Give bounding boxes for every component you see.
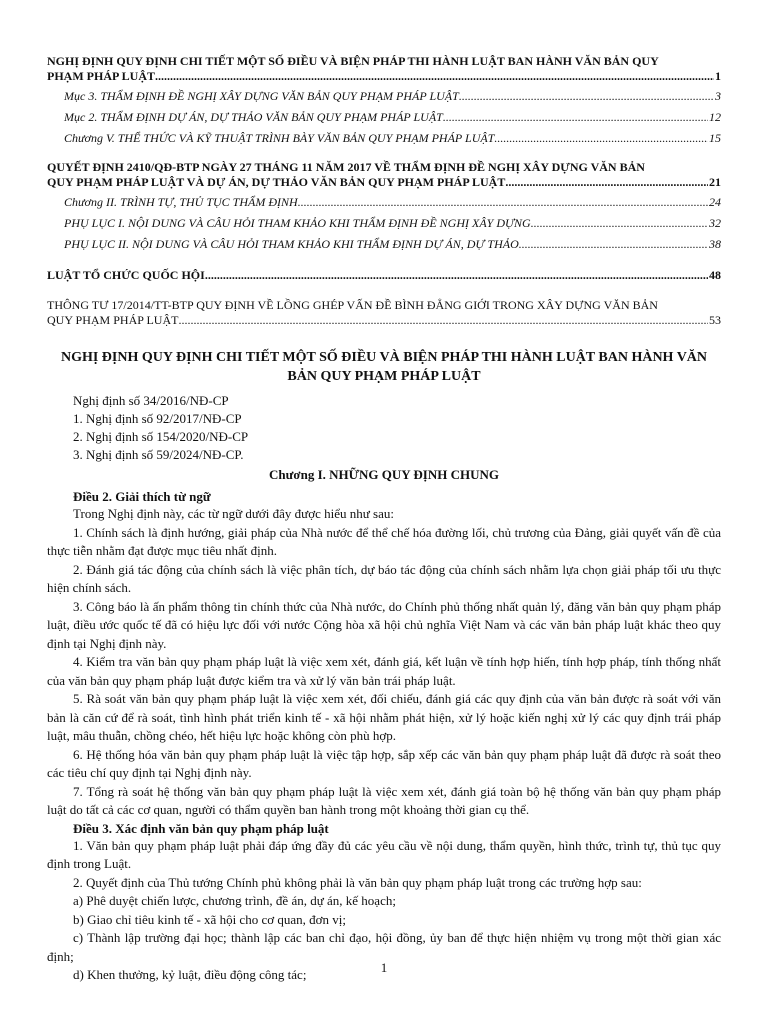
paragraph: c) Thành lập trường đại học; thành lập các ban chỉ đạo, hội đồng, ủy ban để thực hiện nhiệm vụ trong một thời gian xác định; bbox=[47, 930, 721, 964]
toc-leader bbox=[155, 69, 714, 84]
toc-entry-title: LUẬT TỔ CHỨC QUỐC HỘI bbox=[47, 268, 205, 282]
paragraph: 6. Hệ thống hóa văn bản quy phạm pháp luật là việc tập hợp, sắp xếp các văn bản quy phạm pháp luật đã được rà soát theo các tiêu chí quy định tại Nghị định này. bbox=[47, 746, 721, 780]
toc-entry[interactable] bbox=[47, 195, 721, 210]
toc-leader bbox=[459, 89, 714, 104]
amending-decree-list bbox=[47, 392, 721, 464]
paragraph: b) Giao chỉ tiêu kinh tế - xã hội cho cơ quan, đơn vị; bbox=[73, 911, 346, 927]
toc-leader bbox=[531, 216, 708, 231]
toc-entry[interactable] bbox=[47, 268, 721, 283]
paragraph: 4. Kiểm tra văn bản quy phạm pháp luật là việc xem xét, đánh giá, kết luận về tính hợp hiến, tính hợp pháp, tính thống nhất của văn bản quy phạm pháp luật được kiểm tra và xử lý văn bản trái pháp luật. bbox=[47, 654, 721, 688]
toc-entry-title: NGHỊ ĐỊNH QUY ĐỊNH CHI TIẾT MỘT SỐ ĐIỀU VÀ BIỆN PHÁP THI HÀNH LUẬT BAN HÀNH VĂN BẢN QUY bbox=[47, 54, 659, 68]
document-page bbox=[47, 54, 721, 985]
toc-page-number: 1 bbox=[715, 69, 721, 83]
toc-page-number: 3 bbox=[715, 89, 721, 103]
toc-entry[interactable] bbox=[47, 131, 721, 146]
chapter-heading: Chương I. NHỮNG QUY ĐỊNH CHUNG bbox=[269, 467, 499, 482]
toc-entry-title-cont: PHẠM PHÁP LUẬT bbox=[47, 69, 155, 83]
toc-entry[interactable] bbox=[47, 237, 721, 252]
toc-leader bbox=[443, 110, 708, 125]
decree-item: 1. Nghị định số 92/2017/NĐ-CP bbox=[73, 411, 242, 426]
decree-item: 2. Nghị định số 154/2020/NĐ-CP bbox=[73, 429, 249, 444]
toc-page-number: 53 bbox=[709, 313, 721, 327]
paragraph: d) Khen thưởng, kỷ luật, điều động công tác; bbox=[73, 967, 307, 982]
article-heading: Điều 3. Xác định văn bản quy phạm pháp luật bbox=[73, 820, 329, 836]
document-title: NGHỊ ĐỊNH QUY ĐỊNH CHI TIẾT MỘT SỐ ĐIỀU VÀ BIỆN PHÁP THI HÀNH LUẬT BAN HÀNH VĂN BẢN QUY PHẠM PHÁP LUẬT bbox=[60, 350, 708, 384]
toc-entry-title: Mục 3. THẨM ĐỊNH ĐỀ NGHỊ XÂY DỰNG VĂN BẢN QUY PHẠM PHÁP LUẬT bbox=[64, 89, 459, 103]
toc-page-number: 12 bbox=[709, 110, 721, 124]
toc-leader bbox=[494, 131, 708, 146]
decree-item: Nghị định số 34/2016/NĐ-CP bbox=[73, 393, 229, 408]
toc-page-number: 48 bbox=[709, 268, 721, 282]
toc-entry-title: QUYẾT ĐỊNH 2410/QĐ-BTP NGÀY 27 THÁNG 11 NĂM 2017 VỀ THẨM ĐỊNH ĐỀ NGHỊ XÂY DỰNG VĂN BẢN bbox=[47, 160, 645, 174]
toc-entry-title: Chương II. TRÌNH TỰ, THỦ TỤC THẨM ĐỊNH bbox=[64, 195, 298, 209]
toc-entry-title-cont: QUY PHẠM PHÁP LUẬT bbox=[47, 313, 179, 327]
toc-page-number: 38 bbox=[709, 237, 721, 251]
toc-entry[interactable] bbox=[47, 160, 721, 190]
toc-entry[interactable] bbox=[47, 216, 721, 231]
toc-leader bbox=[205, 268, 708, 283]
decree-item: 3. Nghị định số 59/2024/NĐ-CP. bbox=[73, 447, 244, 462]
toc-entry-title: Chương V. THỂ THỨC VÀ KỸ THUẬT TRÌNH BÀY VĂN BẢN QUY PHẠM PHÁP LUẬT bbox=[64, 131, 495, 145]
paragraph: 1. Chính sách là định hướng, giải pháp của Nhà nước để thể chế hóa đường lối, chủ trương của Đảng, giải quyết vấn đề của thực tiễn nhằm đạt được mục tiêu nhất định. bbox=[47, 524, 721, 558]
toc-entry[interactable] bbox=[47, 54, 721, 84]
toc-entry[interactable] bbox=[47, 110, 721, 125]
page-number: 1 bbox=[380, 960, 388, 975]
toc-entry-title: THÔNG TƯ 17/2014/TT-BTP QUY ĐỊNH VỀ LỒNG GHÉP VẤN ĐỀ BÌNH ĐẲNG GIỚI TRONG XÂY DỰNG VĂN BẢN bbox=[47, 298, 658, 312]
toc-page-number: 15 bbox=[709, 131, 721, 145]
paragraph: 5. Rà soát văn bản quy phạm pháp luật là việc xem xét, đối chiếu, đánh giá các quy định của văn bản được rà soát với văn bản là căn cứ để rà soát, tình hình phát triển kinh tế - xã hội nhằm phát hiện, xử lý hoặc kiến nghị xử lý các quy định trái pháp luật, mâu thuẫn, chồng chéo, hết hiệu lực hoặc không còn phù hợp. bbox=[47, 691, 721, 743]
paragraph: 2. Quyết định của Thủ tướng Chính phủ không phải là văn bản quy phạm pháp luật trong các trường hợp sau: bbox=[73, 874, 642, 890]
toc-leader bbox=[505, 175, 708, 190]
paragraph: 7. Tổng rà soát hệ thống văn bản quy phạm pháp luật là việc xem xét, đánh giá toàn bộ hệ thống văn bản quy phạm pháp luật do tất cả các cơ quan, người có thẩm quyền ban hành trong một khoảng thời gian cụ thể. bbox=[47, 783, 721, 817]
toc-entry-title: PHỤ LỤC II. NỘI DUNG VÀ CÂU HỎI THAM KHẢO KHI THẨM ĐỊNH DỰ ÁN, DỰ THẢO bbox=[64, 237, 519, 251]
toc-entry[interactable] bbox=[47, 298, 721, 328]
toc-leader bbox=[519, 237, 708, 252]
paragraph: 3. Công báo là ấn phẩm thông tin chính thức của Nhà nước, do Chính phủ thống nhất quản lý, đăng văn bản quy phạm pháp luật, điều ước quốc tế đã có hiệu lực đối với nước Cộng hòa xã hội chủ nghĩa Việt Nam và các văn bản pháp luật khác theo quy định tại Nghị định này. bbox=[47, 598, 721, 651]
toc-page-number: 21 bbox=[709, 175, 721, 189]
paragraph: 1. Văn bản quy phạm pháp luật phải đáp ứng đầy đủ các yêu cầu về nội dung, thẩm quyền, hình thức, trình tự, thủ tục quy định trong Luật. bbox=[47, 837, 721, 871]
toc-leader bbox=[178, 313, 708, 328]
toc-entry-title: Mục 2. THẨM ĐỊNH DỰ ÁN, DỰ THẢO VĂN BẢN QUY PHẠM PHÁP LUẬT bbox=[64, 110, 443, 124]
article-heading: Điều 2. Giải thích từ ngữ bbox=[73, 489, 211, 504]
paragraph: a) Phê duyệt chiến lược, chương trình, đề án, dự án, kế hoạch; bbox=[73, 893, 396, 908]
paragraph: 2. Đánh giá tác động của chính sách là việc phân tích, dự báo tác động của chính sách nhằm lựa chọn giải pháp tối ưu thực hiện chính sách. bbox=[47, 561, 721, 595]
toc-entry[interactable] bbox=[47, 89, 721, 104]
toc-leader bbox=[298, 195, 708, 210]
paragraph: Trong Nghị định này, các từ ngữ dưới đây được hiểu như sau: bbox=[73, 506, 394, 521]
toc-page-number: 24 bbox=[709, 195, 721, 209]
toc-page-number: 32 bbox=[709, 216, 721, 230]
toc-entry-title-cont: QUY PHẠM PHÁP LUẬT VÀ DỰ ÁN, DỰ THẢO VĂN BẢN QUY PHẠM PHÁP LUẬT bbox=[47, 175, 506, 189]
toc-entry-title: PHỤ LỤC I. NỘI DUNG VÀ CÂU HỎI THAM KHẢO KHI THẨM ĐỊNH ĐỀ NGHỊ XÂY DỰNG bbox=[64, 216, 531, 230]
